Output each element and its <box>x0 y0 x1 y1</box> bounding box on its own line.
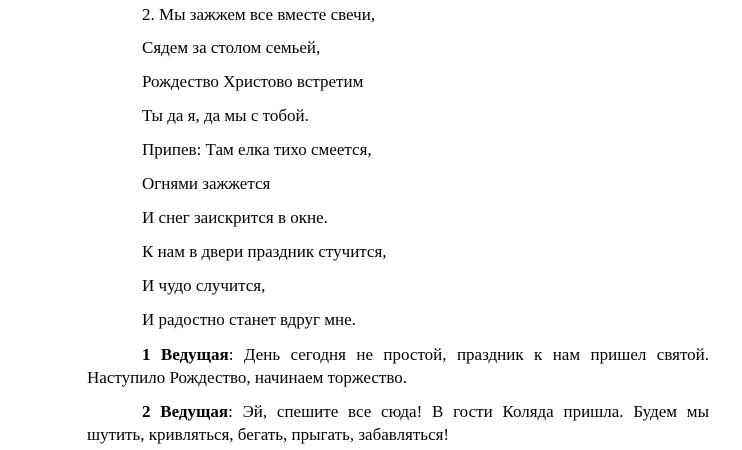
verse-line: И чудо случится, <box>142 276 266 295</box>
verse-line: К нам в двери праздник стучится, <box>142 242 387 261</box>
verse-line: Рождество Христово встретим <box>142 72 364 91</box>
verse-line: Сядем за столом семьей, <box>142 38 321 57</box>
verse-line: 2. Мы зажжем все вместе свечи, <box>142 5 376 24</box>
dialogue-text: : Эй, спешите все сюда! В гости Коляда пришла. Будем мы шутить, кривляться, бегать, прыгать, забавляться! <box>87 402 709 444</box>
dialogue-paragraph <box>87 400 709 446</box>
verse-line: Припев: Там елка тихо смеется, <box>142 140 372 159</box>
speaker-name: 2 Ведущая <box>142 402 229 421</box>
speaker-name: 1 Ведущая <box>142 345 229 364</box>
verse-line: Огнями зажжется <box>142 174 271 193</box>
dialogue-text: : День сегодня не простой, праздник к нам пришел святой. Наступило Рождество, начинаем торжество. <box>87 345 709 387</box>
dialogue-paragraph <box>87 343 709 389</box>
verse-line: И снег заискрится в окне. <box>142 208 328 227</box>
verse-line: И радостно станет вдруг мне. <box>142 310 356 329</box>
verse-line: Ты да я, да мы с тобой. <box>142 106 309 125</box>
